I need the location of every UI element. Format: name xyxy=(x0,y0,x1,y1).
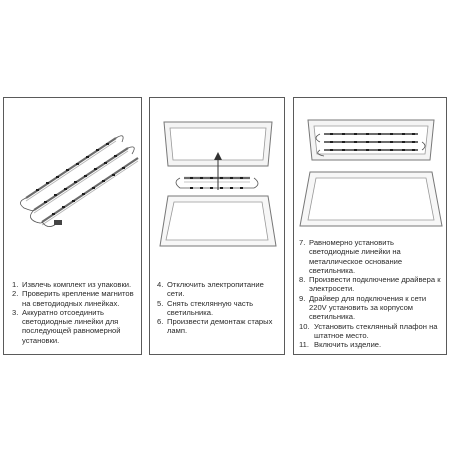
glass-diffuser xyxy=(300,172,442,226)
instruction-panel-install xyxy=(293,97,447,355)
step-item: 11. Включить изделие. xyxy=(299,340,382,350)
led-strips-illustration xyxy=(4,98,143,278)
step-item: 10. Установить стеклянный плафон на штатное место. xyxy=(299,321,438,340)
luminaire-housing xyxy=(308,120,434,160)
step-item: 4. Отключить электропитание сети. xyxy=(157,280,264,299)
step-item: 1. Извлечь комплект из упаковки. xyxy=(12,280,132,289)
led-strip-1 xyxy=(26,136,123,201)
old-lamp xyxy=(176,178,258,188)
led-install-illustration xyxy=(294,98,448,238)
step-item: 2. Проверить крепление магнитов на светодиодных линейках. xyxy=(12,289,134,308)
step-item: 8. Произвести подключение драйвера к электросети. xyxy=(299,275,441,294)
glass-diffuser xyxy=(160,196,276,246)
step-item: 7. Равномерно установить светодиодные линейки на металлическое основание светильника. xyxy=(299,238,403,275)
steps-list-2 xyxy=(157,280,283,336)
step-item: 6. Произвести демонтаж старых ламп. xyxy=(157,317,273,336)
instruction-panel-unpack xyxy=(3,97,142,355)
led-strip-2 xyxy=(34,147,134,213)
steps-list-1 xyxy=(12,280,140,345)
step-item: 9. Драйвер для подключения к сети 220V установить за корпусом светильника. xyxy=(299,293,427,322)
step-item: 3. Аккуратно отсоединить светодиодные линейки для последующей равномерной установки. xyxy=(12,307,121,345)
up-arrow-icon xyxy=(214,152,222,190)
step-item: 5. Снять стеклянную часть светильника. xyxy=(157,298,254,317)
steps-list-3 xyxy=(299,238,445,350)
instruction-panel-dismantle xyxy=(149,97,285,355)
lamp-dismantle-illustration xyxy=(150,98,286,278)
